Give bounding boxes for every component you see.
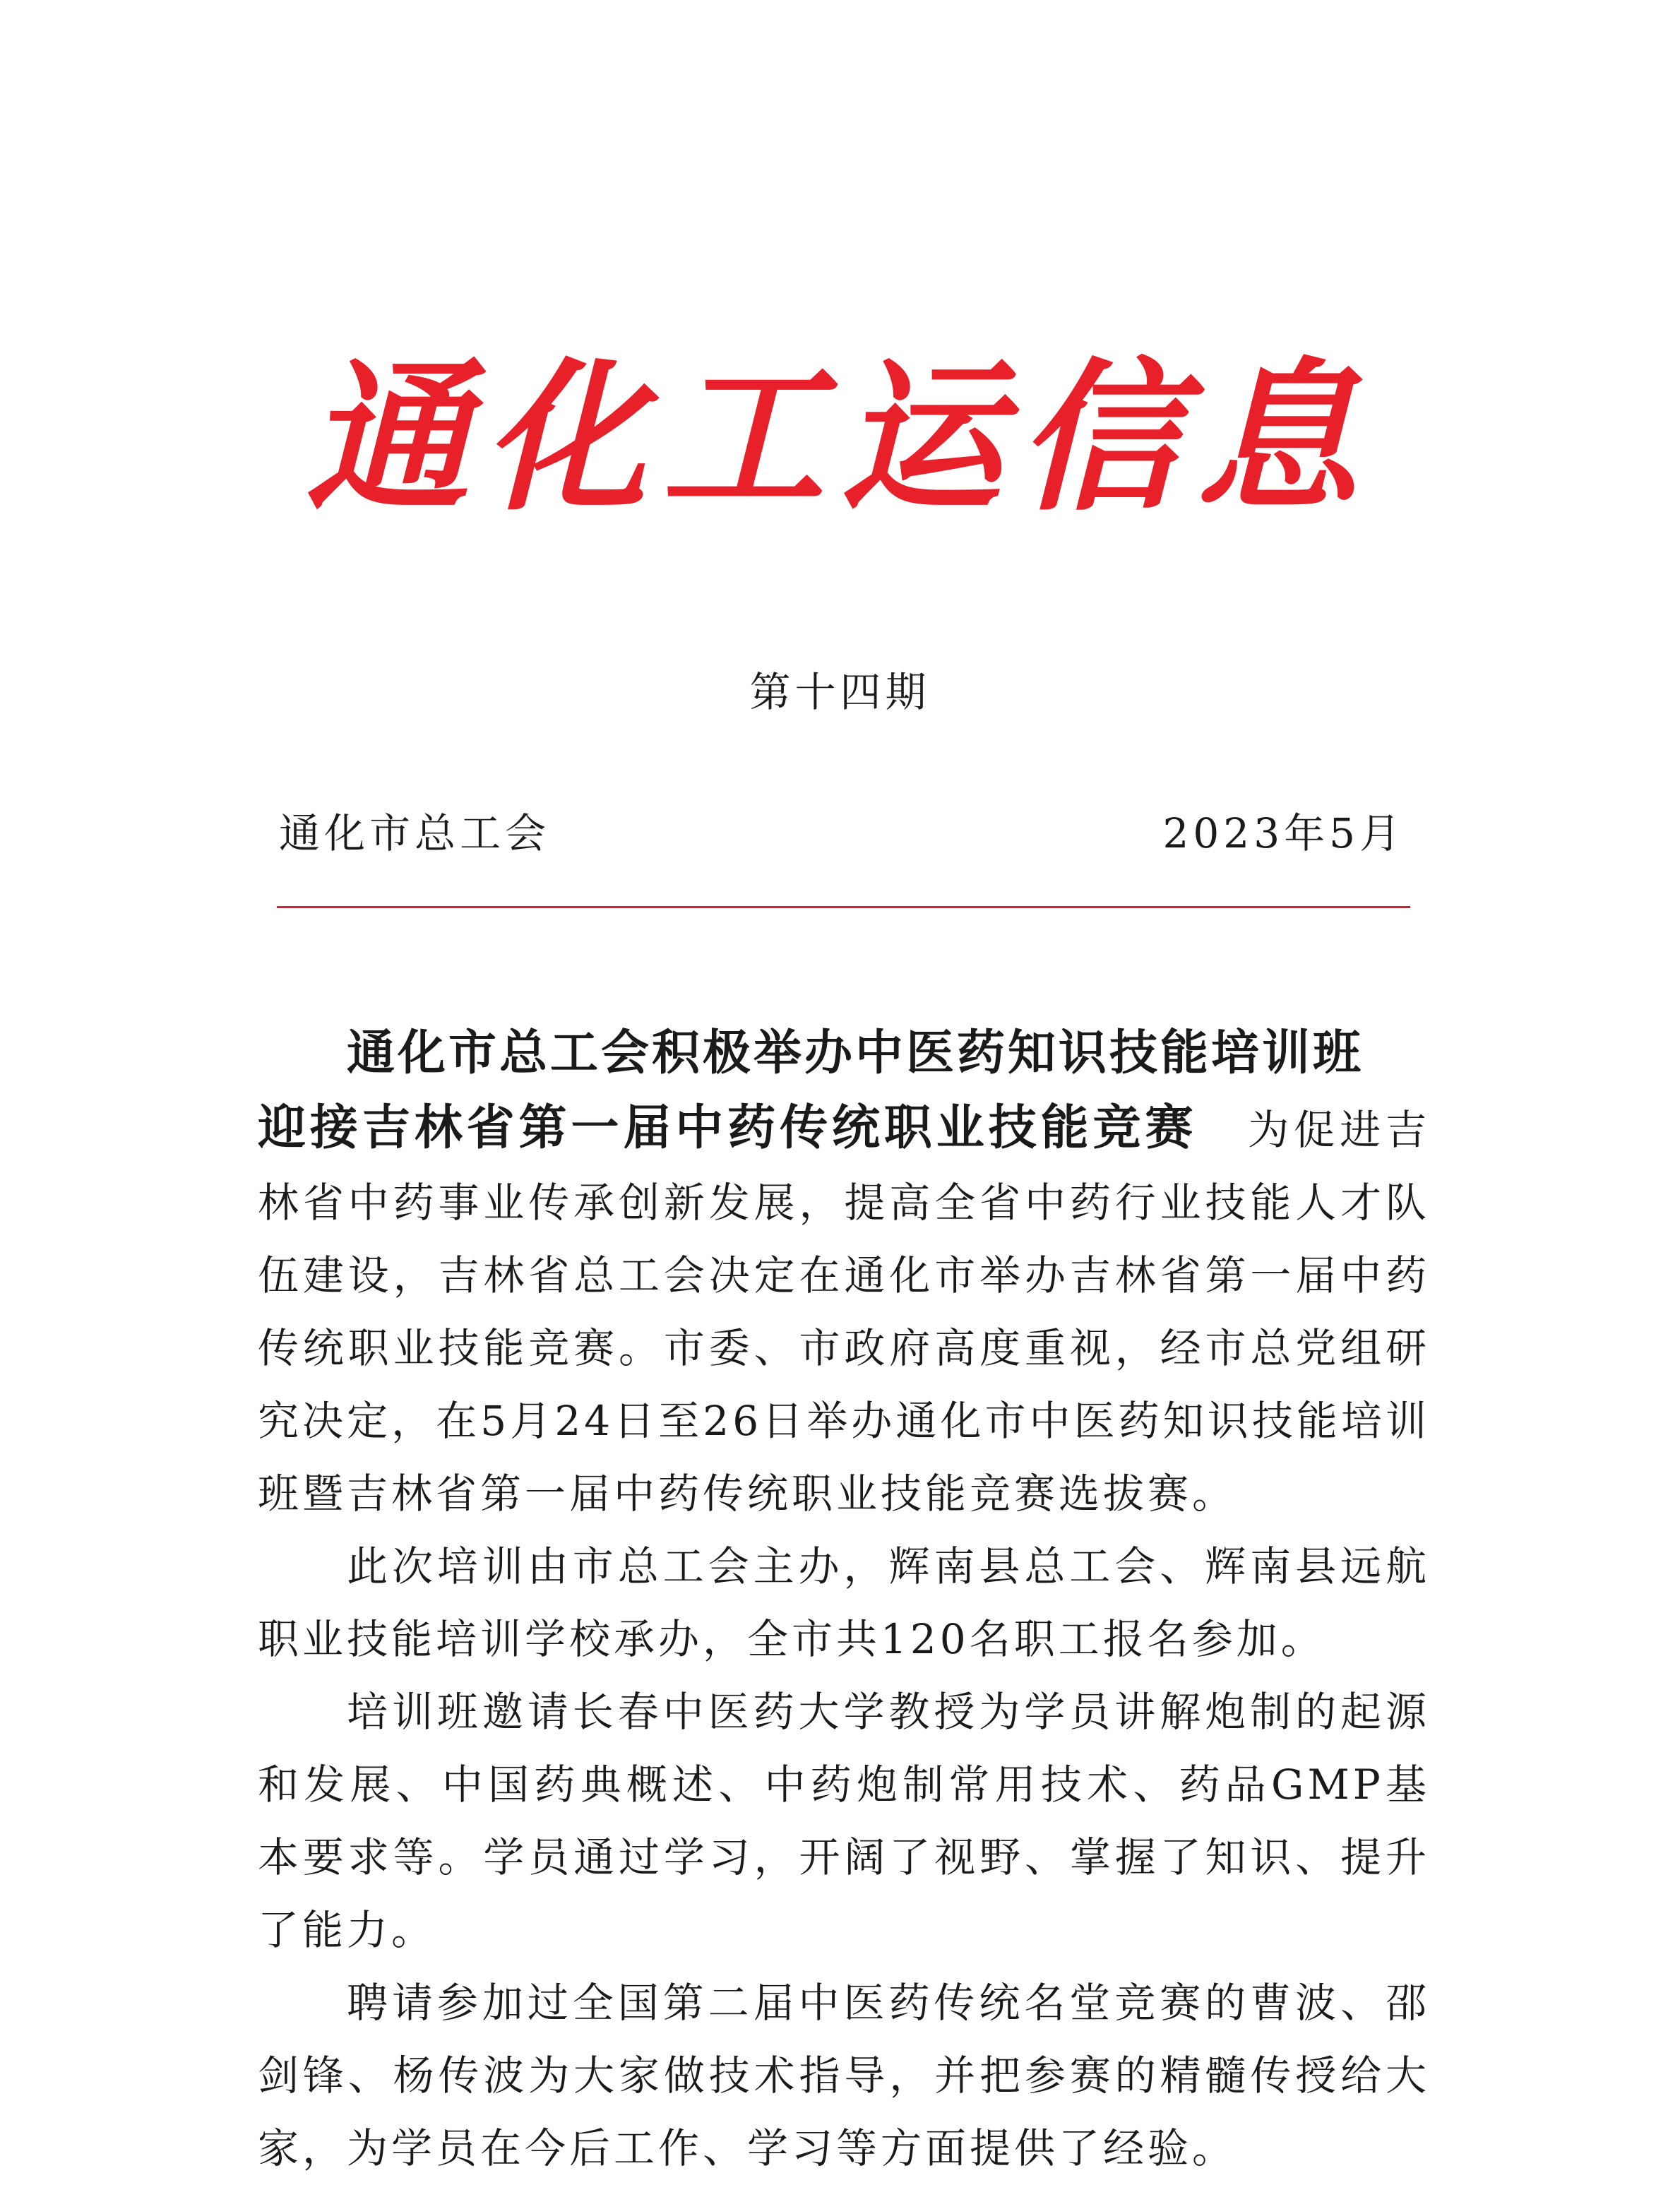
headline-line-2: 迎接吉林省第一届中药传统职业技能竞赛 [258, 1100, 1198, 1156]
header-divider [277, 906, 1410, 908]
article-paragraph-2: 此次培训由市总工会主办，辉南县总工会、辉南县远航职业技能培训学校承办，全市共120名职工报名参加。 [258, 1542, 1430, 1663]
paragraph-1-text: 为促进吉林省中药事业传承创新发展，提高全省中药行业技能人才队伍建设，吉林省总工会决定在通化市举办吉林省第一届中药传统职业技能竞赛。市委、市政府高度重视，经市总党组研究决定，在5月24日至26日举办通化市中医药知识技能培训班暨吉林省第一届中药传统职业技能竞赛选拔赛。 [258, 1106, 1430, 1518]
headline-line-1: 通化市总工会积极举办中医药知识技能培训班 [347, 1025, 1364, 1081]
article-body [258, 1017, 1430, 2185]
publisher-name: 通化市总工会 [279, 809, 551, 857]
publication-date: 2023年5月 [1162, 809, 1405, 857]
issue-number: 第十四期 [749, 668, 931, 716]
article-headline [258, 1017, 1430, 1092]
masthead-title: 通化工运信息 [306, 343, 1374, 533]
article-paragraph-4: 聘请参加过全国第二届中医药传统名堂竞赛的曹波、邵剑锋、杨传波为大家做技术指导，并把参赛的精髓传授给大家，为学员在今后工作、学习等方面提供了经验。 [258, 1979, 1430, 2172]
article-paragraph-1 [258, 1092, 1430, 1530]
article-paragraph-3: 培训班邀请长春中医药大学教授为学员讲解炮制的起源和发展、中国药典概述、中药炮制常用技术、药品GMP基本要求等。学员通过学习，开阔了视野、掌握了知识、提升了能力。 [258, 1688, 1430, 1954]
